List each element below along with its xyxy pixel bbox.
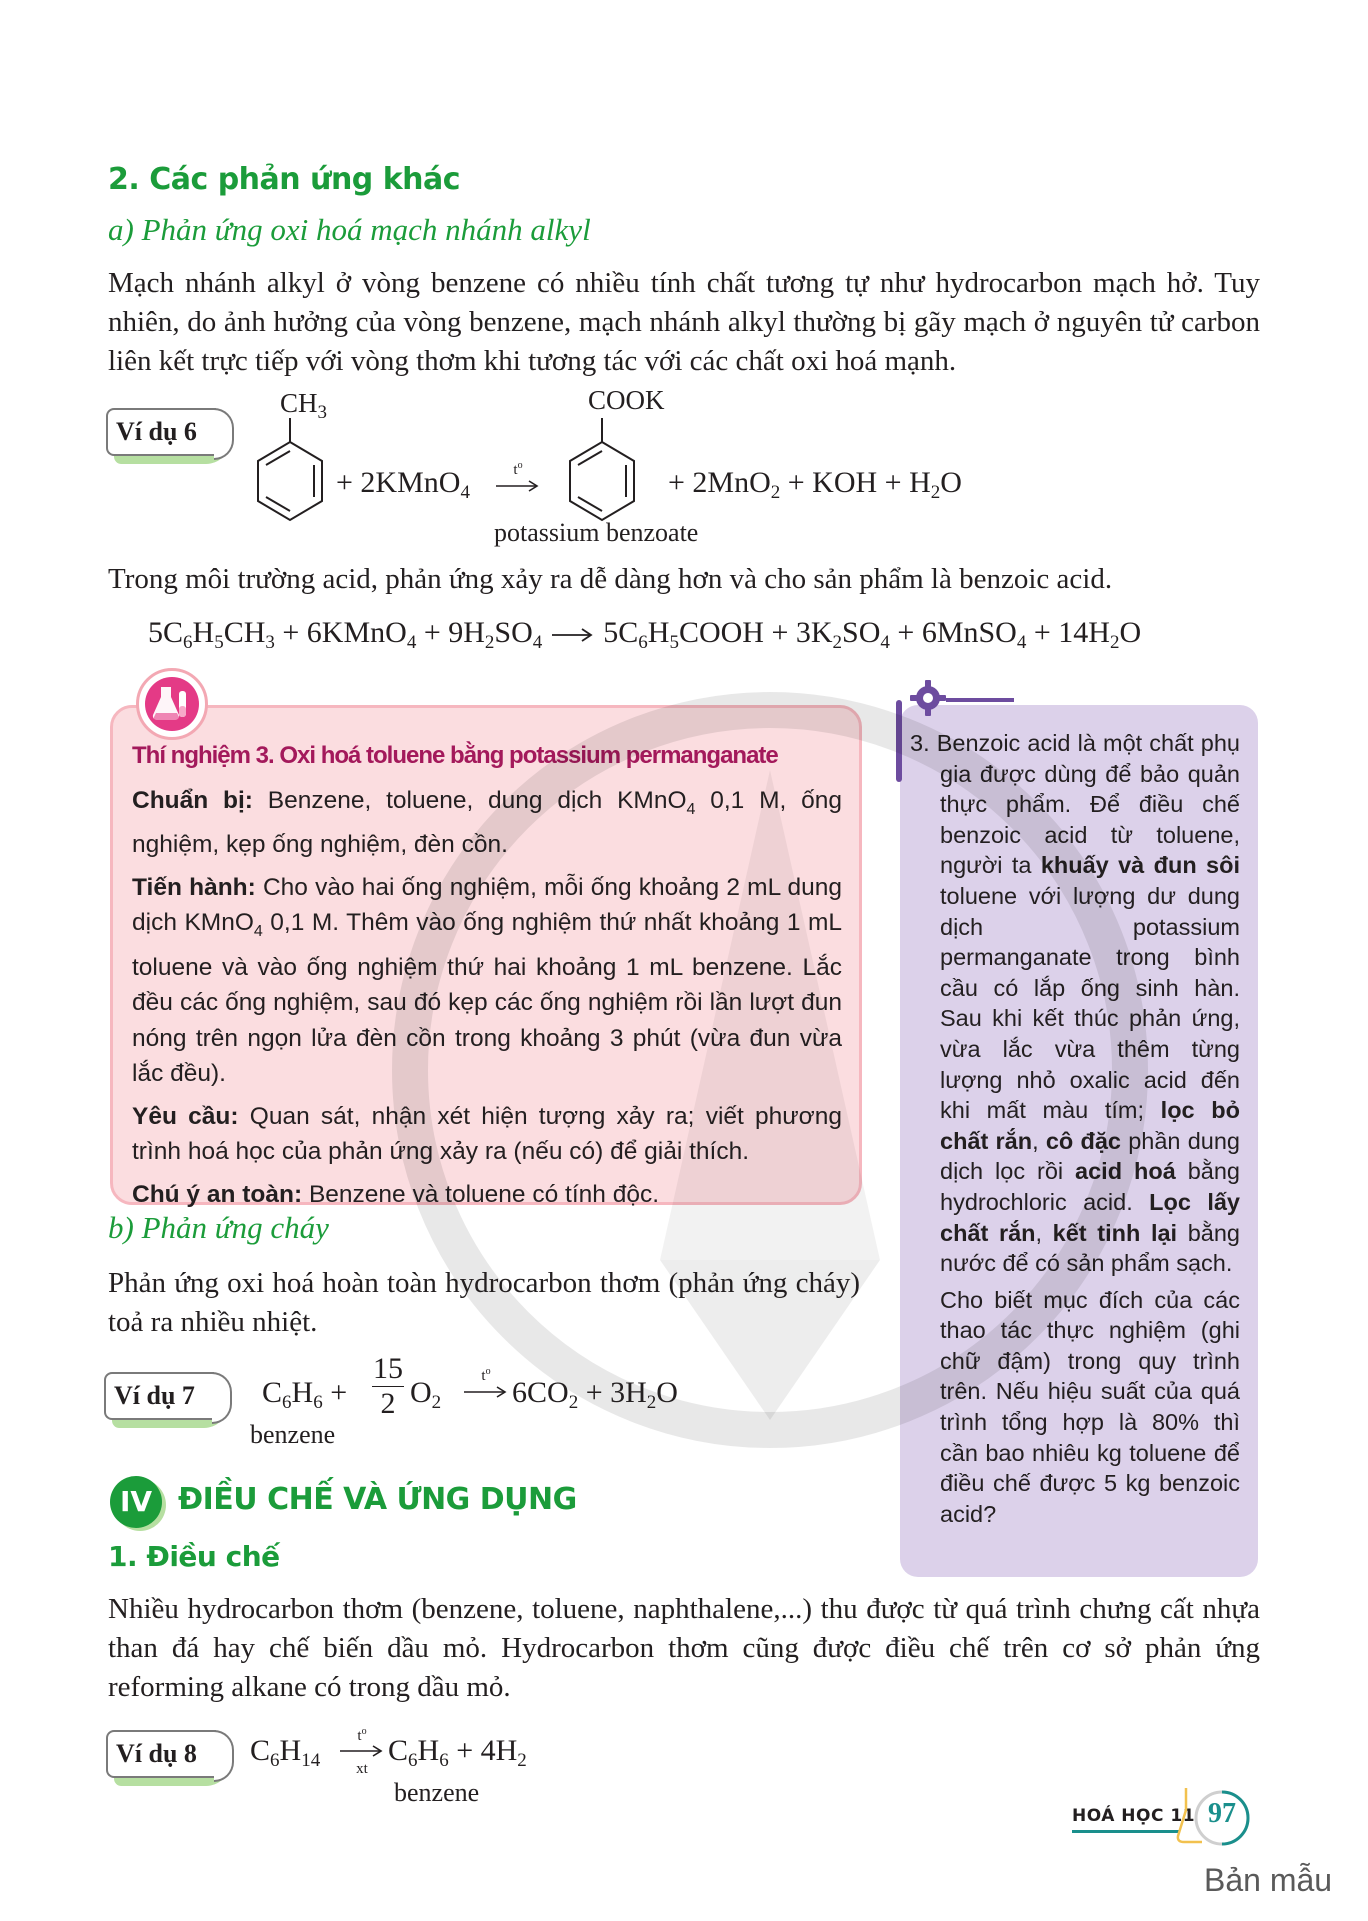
- product-name: potassium benzoate: [494, 518, 699, 547]
- catalyst-label: xt: [356, 1761, 368, 1777]
- sidebar-question: 3. Benzoic acid là một chất phụ gia được dùng để bảo quản thực phẩm. Để điều chế benzoic acid từ toluene, người ta khuấy và đun sôi toluene với lượng dư dung dịch potassium permanganate trong bình cầu có lắp ống sinh hàn. Sau khi kết thúc phản ứng, vừa lắc vừa thêm từng lượng nhỏ oxalic acid đến khi mất màu tím; lọc bỏ chất rắn, cô đặc phần dung dịch lọc rồi acid hoá bằng hydrochloric acid. Lọc lấy chất rắn, kết tinh lại bằng nước để có sản phẩm sạch. Cho biết mục đích của các thao tác thực nghiệm (ghi chữ đậm) trong quy trình trên. Nếu hiệu suất của quá trình tổng hợp là 80% thì cần bao nhiêu kg toluene để điều chế được 5 kg benzoic acid?: [910, 728, 1240, 1529]
- roman-numeral: IV: [119, 1485, 153, 1518]
- page-number: 97: [1208, 1798, 1236, 1829]
- proc-label: Tiến hành:: [132, 873, 256, 901]
- products-8: $C_6H_6 + 4H_2$: [388, 1734, 527, 1771]
- subsection-a-heading: a) Phản ứng oxi hoá mạch nhánh alkyl: [108, 212, 591, 247]
- toluene-ring-icon: [250, 418, 330, 528]
- benzene-label-8: benzene: [394, 1778, 480, 1807]
- reaction-arrow-8: $t^o$ xt: [340, 1724, 384, 1776]
- book-title: HOÁ HỌC 11: [1072, 1806, 1196, 1826]
- sidebar-accent-line: [946, 698, 1014, 702]
- cook-label: COOK: [588, 385, 665, 415]
- benzene-formula-7: $C_6H_6$ +: [262, 1376, 348, 1413]
- oxygen-7: $O_2$: [410, 1376, 442, 1413]
- fraction-15-2: [370, 1352, 406, 1421]
- paragraph-alkyl: Mạch nhánh alkyl ở vòng benzene có nhiều tính chất tương tự như hydrocarbon mạch hở. Tuy nhiên, do ảnh hưởng của vòng benzene, mạch nhánh alkyl thường bị gãy mạch ở nguyên tử carbon liên kết trực tiếp với vòng thơm khi tương tác với các chất oxi hoá mạnh.: [108, 267, 1260, 377]
- hexane-formula: $C_6H_{14}$: [250, 1734, 321, 1771]
- sidebar-accent-bar: [896, 700, 902, 782]
- fraction-den: 2: [380, 1387, 396, 1420]
- req-label: Yêu cầu:: [132, 1102, 239, 1130]
- benzene-label-7: benzene: [250, 1420, 336, 1449]
- ch3-label: $CH_3$: [280, 388, 328, 423]
- prep-label: Chuẩn bị:: [132, 787, 253, 814]
- paragraph-combustion: Phản ứng oxi hoá hoàn toàn hydrocarbon thơm (phản ứng cháy) toả ra nhiều nhiệt.: [108, 1267, 860, 1338]
- paragraph-preparation: Nhiều hydrocarbon thơm (benzene, toluene, naphthalene,...) thu được từ quá trình chưng cất nhựa than đá hay chế biến dầu mỏ. Hydrocarbon thơm cũng được điều chế trên cơ sở phản ứng reforming alkane có trong dầu mỏ.: [108, 1593, 1260, 1703]
- roman-badge: [110, 1476, 162, 1528]
- reaction-arrow-6: $t^o$: [496, 460, 540, 497]
- footer-underline: [1072, 1830, 1180, 1833]
- products-6: + 2MnO$_2$ + KOH + $H_2O$: [668, 466, 962, 503]
- reaction-arrow-7: $t^o$: [464, 1366, 508, 1403]
- experiment-body: [132, 783, 842, 1212]
- reagent-kmno4: + 2KMnO$_4$: [336, 466, 470, 503]
- example-7-tag: Ví dụ 7: [104, 1372, 214, 1420]
- products-7: $6CO_2 + 3H_2O$: [512, 1376, 678, 1413]
- example-6-tag: Ví dụ 6: [106, 408, 216, 456]
- section-iv-heading: ĐIỀU CHẾ VÀ ỨNG DỤNG: [178, 1482, 577, 1517]
- acid-equation: $5C_6H_5CH_3$ + 6KMnO$_4$ + $9H_2SO_4$ $5C_6H_5COOH + 3K_2SO_4$ + 6MnSO$_4$ + $14H_2O$: [148, 616, 1142, 653]
- proc-text: Cho vào hai ống nghiệm, mỗi ống khoảng 2 mL dung dịch KMnO$_4$ 0,1 M. Thêm vào ống nghiệm thứ nhất khoảng 1 mL toluene và vào ống nghiệm thứ hai khoảng 1 mL benzene. Lắc đều các ống nghiệm, sau đó kẹp các ống nghiệm rồi lần lượt đun nóng trên ngọn lửa đèn cồn trong khoảng 3 phút (vừa đun vừa lắc đều).: [132, 873, 842, 1088]
- section-heading: 2. Các phản ứng khác: [108, 162, 461, 197]
- sidebar-question-2: Cho biết mục đích của các thao tác thực nghiệm (ghi chữ đậm) trong quy trình trên. Nếu hiệu suất của quá trình tổng hợp là 80% thì cần bao nhiêu kg toluene để điều chế được 5 kg benzoic acid?: [940, 1286, 1240, 1527]
- prep-text: Benzene, toluene, dung dịch KMnO$_4$ 0,1 M, ống nghiệm, kẹp ống nghiệm, đèn cồn.: [132, 787, 842, 859]
- fraction-num: 15: [373, 1352, 403, 1385]
- example-8-tag: Ví dụ 8: [106, 1730, 216, 1778]
- subsection-1-heading: 1. Điều chế: [108, 1540, 280, 1573]
- flask-badge-icon: [136, 668, 208, 740]
- experiment-title: Thí nghiệm 3. Oxi hoá toluene bằng potassium permanganate: [132, 742, 778, 769]
- acid-note: Trong môi trường acid, phản ứng xảy ra dễ dàng hơn và cho sản phẩm là benzoic acid.: [108, 563, 1113, 595]
- subsection-b-heading: b) Phản ứng cháy: [108, 1210, 329, 1245]
- safety-text: Benzene và toluene có tính độc.: [308, 1180, 660, 1208]
- watermark-text: Bản mẫu: [1204, 1862, 1333, 1898]
- benzoate-ring-icon: [562, 418, 642, 528]
- safety-label: Chú ý an toàn:: [132, 1180, 303, 1208]
- req-text: Quan sát, nhận xét hiện tượng xảy ra; viết phương trình hoá học của phản ứng xảy ra (nếu có) để giải thích.: [132, 1102, 843, 1166]
- gear-icon: [908, 678, 948, 718]
